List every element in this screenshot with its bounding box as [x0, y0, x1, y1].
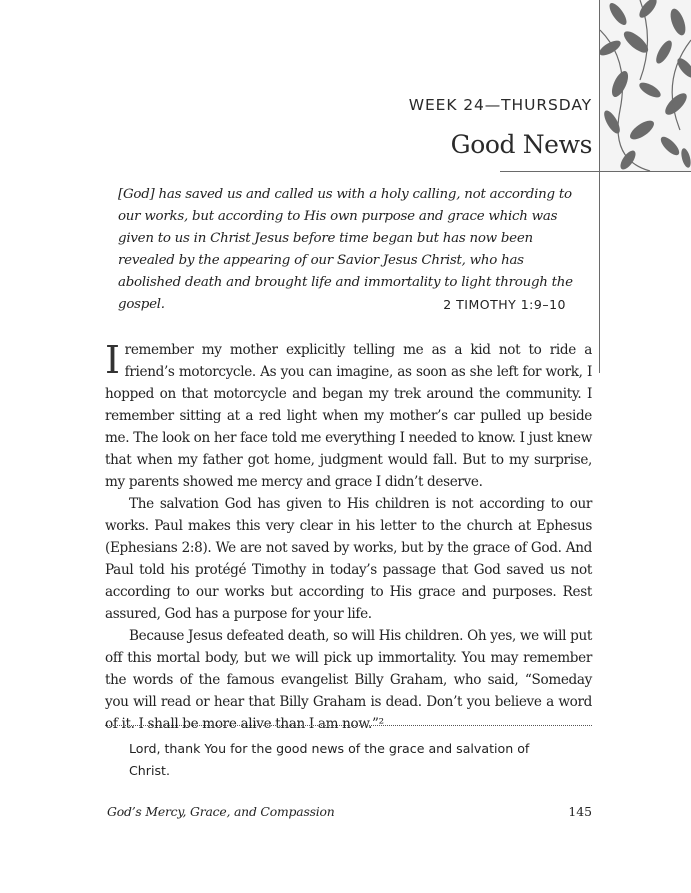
leaf-pattern-decoration	[600, 0, 691, 171]
scripture-reference: 2 TIMOTHY 1:9–10	[443, 297, 566, 312]
devotional-body	[105, 339, 592, 735]
prayer-text: Lord, thank You for the good news of the grace and salvation of Christ.	[129, 741, 530, 778]
page-number: 145	[568, 804, 592, 819]
body-paragraph: The salvation God has given to His children is not according to our works. Paul makes this very clear in his letter to the church at Ephesus (Ephesians 2:8). We are not saved by works, but by the grace of God. And Paul told his protégé Timothy in today’s passage that God saved us not according to our works but according to His grace and purposes. Rest assured, God has a purpose for your life.	[105, 496, 592, 622]
week-label: WEEK 24—THURSDAY	[408, 96, 592, 114]
footer-book-title: God’s Mercy, Grace, and Compassion	[107, 804, 335, 819]
leaf-pattern-icon	[600, 0, 691, 171]
body-paragraph: Because Jesus defeated death, so will His children. Oh yes, we will put off this mortal body, but we will pick up immortality. You may remember the words of the famous evangelist Billy Graham, who said, “Someday you will read or hear that Billy Graham is dead. Don’t you believe a word of it. I shall be more alive than I am now.”²	[105, 628, 592, 732]
drop-cap: I	[105, 338, 120, 382]
margin-rule-vertical	[599, 0, 600, 373]
dotted-divider	[105, 725, 592, 726]
paragraph-text: remember my mother explicitly telling me as a kid not to ride a friend’s motorcycle. As you can imagine, as soon as she left for work, I hopped on that motorcycle and began my trek around the community. I remember sitting at a red light when my mother’s car pulled up beside me. The look on her face told me everything I needed to know. I just knew that when my father got home, judgment would fall. But to my surprise, my parents showed me mercy and grace I didn’t deserve.	[105, 342, 592, 490]
header-rule-horizontal	[500, 171, 691, 172]
scripture-quote: [God] has saved us and called us with a holy calling, not according to our works, but according to His own purpose and grace which was given to us in Christ Jesus before time began but has now been revealed by the appearing of our Savior Jesus Christ, who has abolished death and brought life and immortality to light through the gospel.	[118, 187, 573, 312]
page-title: Good News	[450, 130, 592, 159]
body-paragraph	[105, 339, 592, 493]
